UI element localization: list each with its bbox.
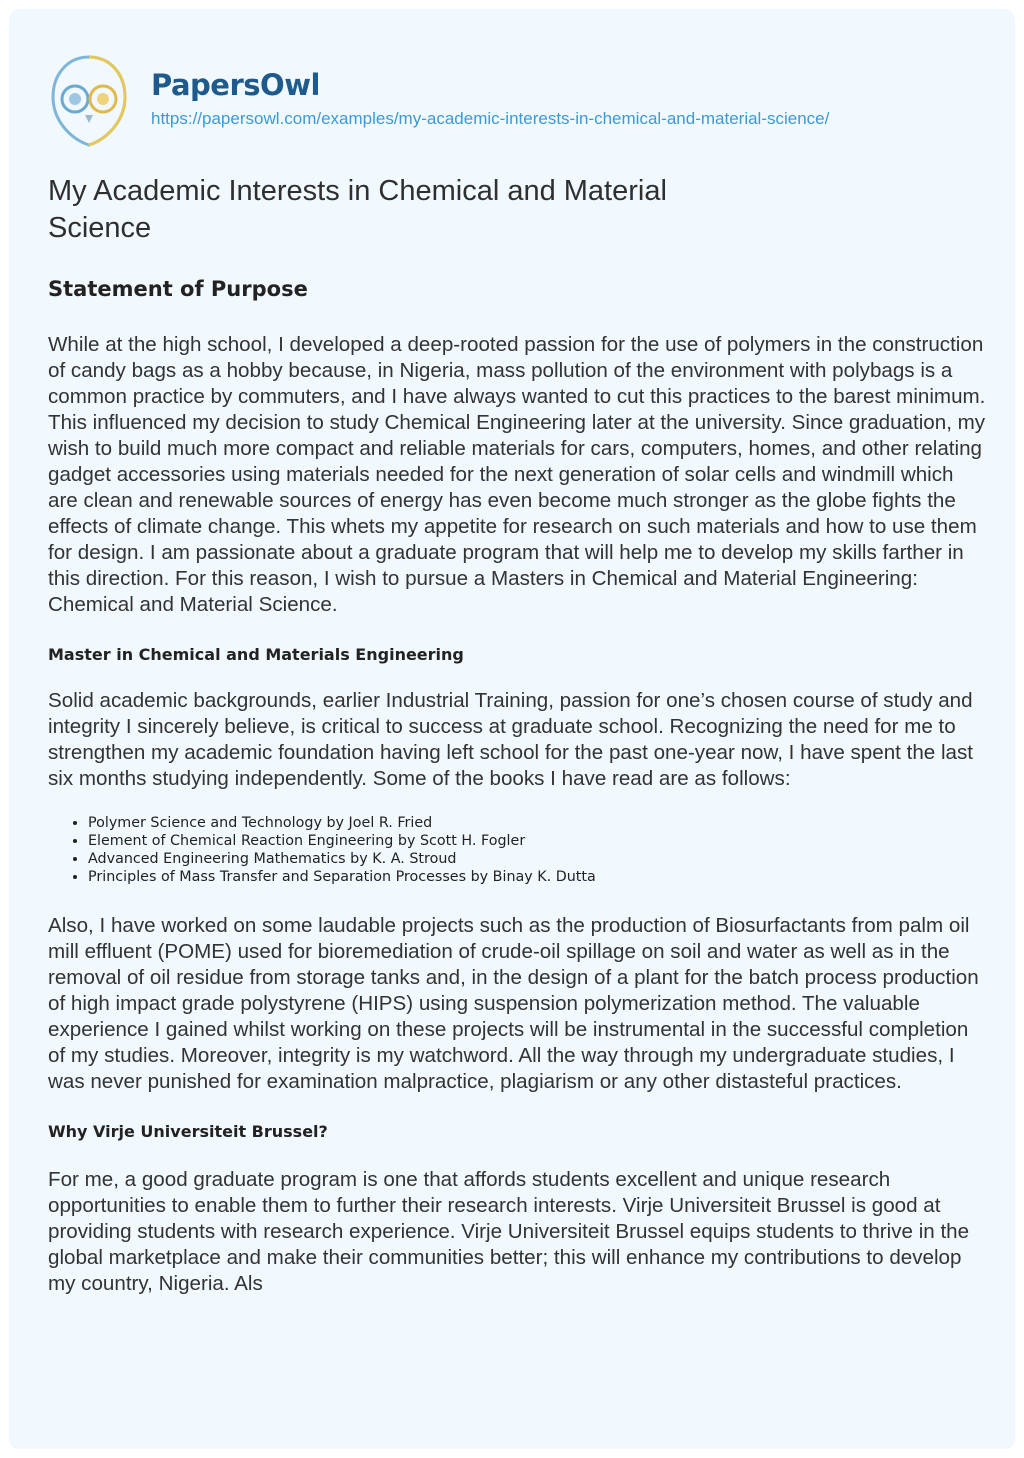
paragraph: For me, a good graduate program is one that affords students excellent and unique research opportunities to enable them to further their research interests. Virje Universiteit Brussel is good at providing students with research experience. Virje Universiteit Brussel equips students to thrive in the global marketplace and make their communities better; this will enhance my contributions to develop my country, Nigeria. Als [48, 1168, 970, 1295]
site-header [49, 53, 829, 149]
paragraph: While at the high school, I developed a deep-rooted passion for the use of polymers in the construction of candy bags as a hobby because, in Nigeria, mass pollution of the environment with polybags is a common practice by commuters, and I have always wanted to cut this practices to the barest minimum. This influenced my decision to study Chemical Engineering later at the university. Since graduation, my wish to build much more compact and reliable materials for cars, computers, homes, and other relating gadget accessories using materials needed for the next generation of solar cells and windmill which are clean and renewable sources of energy has even become much stronger as the globe fights the effects of climate change. This whets my appetite for research on such materials and how to use them for design. I am passionate about a graduate program that will help me to develop my skills farther in this direction. For this reason, I wish to pursue a Masters in Chemical and Material Engineering: Chemical and Material Science. [48, 333, 986, 616]
paragraph: Solid academic backgrounds, earlier Industrial Training, passion for one’s chosen course of study and integrity I sincerely believe, is critical to success at graduate school. Recognizing the need for me to strengthen my academic foundation having left school for the past one-year now, I have spent the last six months studying independently. Some of the books I have read are as follows: [48, 689, 973, 790]
brand-name[interactable]: PapersOwl [151, 68, 320, 102]
paragraph: Also, I have worked on some laudable projects such as the production of Biosurfactants from palm oil mill effluent (POME) used for bioremediation of crude-oil spillage on soil and water as well as in the removal of oil residue from storage tanks and, in the design of a plant for the batch process production of high impact grade polystyrene (HIPS) using suspension polymerization method. The valuable experience I gained whilst working on these projects will be instrumental in the successful completion of my studies. Moreover, integrity is my watchword. All the way through my undergraduate studies, I was never punished for examination malpractice, plagiarism or any other distasteful practices. [48, 914, 979, 1093]
owl-logo-icon[interactable] [49, 53, 129, 149]
source-url-link[interactable]: https://papersowl.com/examples/my-academic-interests-in-chemical-and-material-science/ [151, 109, 830, 128]
book-list [48, 814, 988, 886]
list-item: • Advanced Engineering Mathematics by K. A. Stroud [88, 850, 988, 868]
subheading: Master in Chemical and Materials Engineering [48, 645, 464, 664]
list-item: • Principles of Mass Transfer and Separation Processes by Binay K. Dutta [88, 868, 988, 886]
list-item: • Element of Chemical Reaction Engineering by Scott H. Fogler [88, 832, 988, 850]
list-item: • Polymer Science and Technology by Joel R. Fried [88, 814, 988, 832]
section-title: Statement of Purpose [48, 277, 308, 301]
document-page [9, 9, 1015, 1449]
brand-block [151, 67, 829, 129]
article-body [48, 173, 988, 1297]
page-title: My Academic Interests in Chemical and Material Science [48, 175, 667, 244]
subheading: Why Virje Universiteit Brussel? [48, 1122, 328, 1141]
